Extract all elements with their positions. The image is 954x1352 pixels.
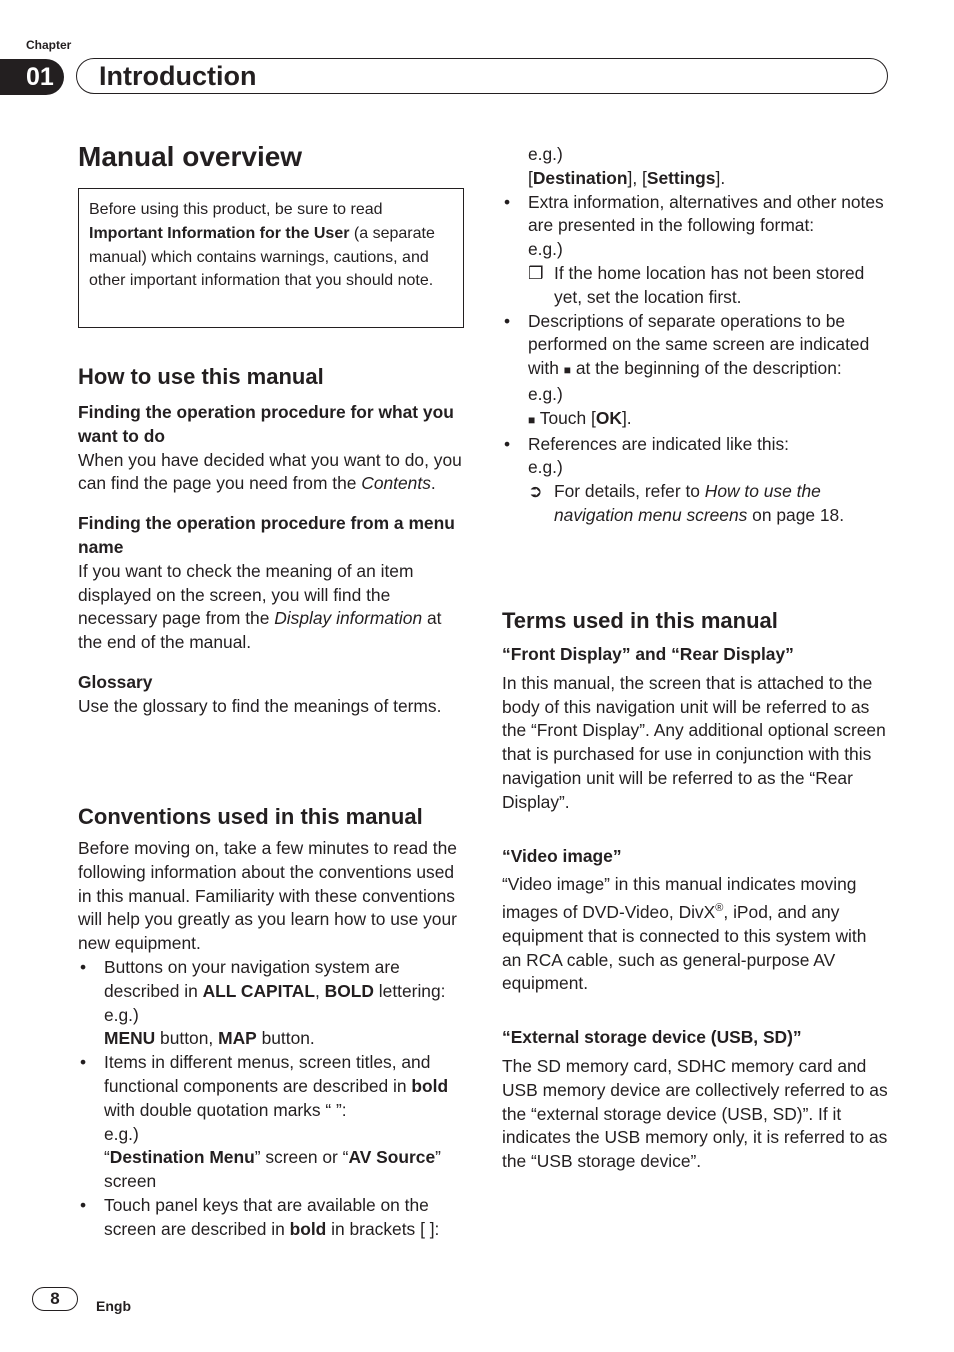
conventions-list [78,956,464,1242]
paragraph: Use the glossary to find the meanings of terms. [78,695,442,716]
paragraph [78,449,464,497]
conventions-intro: Before moving on, take a few minutes to read the following information about the conventions used in this manual. Familiarity with these conventions will help you greatly as you learn how to use your new equipment. [78,838,457,954]
example-label: e.g.) [528,383,563,404]
chapter-title-frame [76,58,888,94]
chapter-label: Chapter [26,38,72,52]
list-item: • Buttons on your navigation system are described in ALL CAPITAL, BOLD lettering: e.g.) MENU button, MAP button. [78,956,464,1051]
text: If you want to check the meaning of an item displayed on the screen, you will find the necessary page from the [78,560,414,629]
language-code: Engb [96,1298,131,1314]
list-item: • Descriptions of separate operations to be performed on the same screen are indicated with ■ at the beginning of the description: e.g.) ■ Touch [OK]. [502,310,890,433]
paragraph: In this manual, the screen that is attached to the body of this navigation unit will be referred to as the “Front Display”. Any additional optional screen that is purchased for use in conjunction with this navigation unit will be referred to as the “Rear Display”. [502,672,886,812]
subsection-title: “External storage device (USB, SD)” [502,1027,802,1048]
note-example: ❒ If the home location has not been stored yet, set the location first. [528,262,865,307]
example-label: e.g.) [528,457,563,478]
example: ■ Touch [OK]. [528,407,632,428]
italic-reference: Contents [361,473,431,494]
paragraph [78,560,464,655]
how-to-use-section [78,363,464,719]
subsection-title: “Video image” [502,845,622,866]
conventions-list-continued [502,191,890,528]
subsection-title: “Front Display” and “Rear Display” [502,644,794,664]
example: MENU button, MAP button. [104,1028,315,1049]
paragraph: The SD memory card, SDHC memory card and USB memory device are collectively referred to as the “external storage device (USB, SD)”. If it indicates the USB memory only, it is referred to as the “USB storage device”. [502,1055,888,1172]
example-label: e.g.) [528,144,563,164]
subsection-title: Finding the operation procedure from a menu name [78,513,455,557]
list-item: • References are indicated like this: e.g.) ➲ For details, refer to How to use the navigation menu screens on page 18. [502,433,890,528]
italic-reference: Display information [274,608,423,629]
reference-arrow-icon: ➲ [528,481,543,502]
example: [Destination], [Settings]. [528,167,726,188]
square-marker-icon: ■ [563,363,572,378]
conventions-continued [502,143,890,528]
conventions-heading: Conventions used in this manual [78,804,423,829]
chapter-number-badge: 01 [0,59,64,95]
subsection-title: Finding the operation procedure for what you want to do [78,402,454,446]
example-label: e.g.) [104,1123,139,1144]
example: “Destination Menu” screen or “AV Source” screen [104,1147,441,1192]
square-marker-icon: ■ [528,412,536,427]
page-title: Manual overview [78,141,303,172]
list-item: • Touch panel keys that are available on the screen are described in bold in brackets [ ]: [78,1194,464,1242]
page-number: 8 [32,1287,78,1311]
how-to-use-heading: How to use this manual [78,364,324,389]
important-note-box [78,188,464,328]
text: . [430,473,436,494]
chapter-title: Introduction [99,61,257,91]
terms-section [502,607,890,1174]
text: at the end of the manual. [78,608,442,653]
note-checkbox-icon: ❒ [528,262,544,283]
list-item: • Extra information, alternatives and other notes are presented in the following format: e.g.) ❒ If the home location has not been stored yet, set the location first. [502,191,890,310]
note-text-before: Before using this product, be sure to read [89,201,383,218]
paragraph: “Video image” in this manual indicates moving images of DVD-Video, DivX®, iPod, and any equipment that is connected to this system with an RCA cable, such as general-purpose AV equipment. [502,874,867,994]
terms-heading: Terms used in this manual [502,608,778,633]
registered-mark: ® [715,902,724,915]
reference-example: ➲ For details, refer to How to use the navigation menu screens on page 18. [528,481,845,525]
note-text-after: (a separate manual) which contains warnings, cautions, and other important information that you should note. [89,224,435,290]
text: When you have decided what you want to do, you can find the page you need from the [78,449,462,494]
list-item: • Items in different menus, screen titles, and functional components are described in bold with double quotation marks “ ”: e.g.) “Destination Menu” screen or “AV Source” screen [78,1051,464,1194]
example-label: e.g.) [528,239,563,260]
example-label: e.g.) [104,1004,139,1025]
subsection-title: Glossary [78,671,153,692]
conventions-section [78,803,464,1242]
note-bold-title: Important Information for the User [89,224,350,242]
